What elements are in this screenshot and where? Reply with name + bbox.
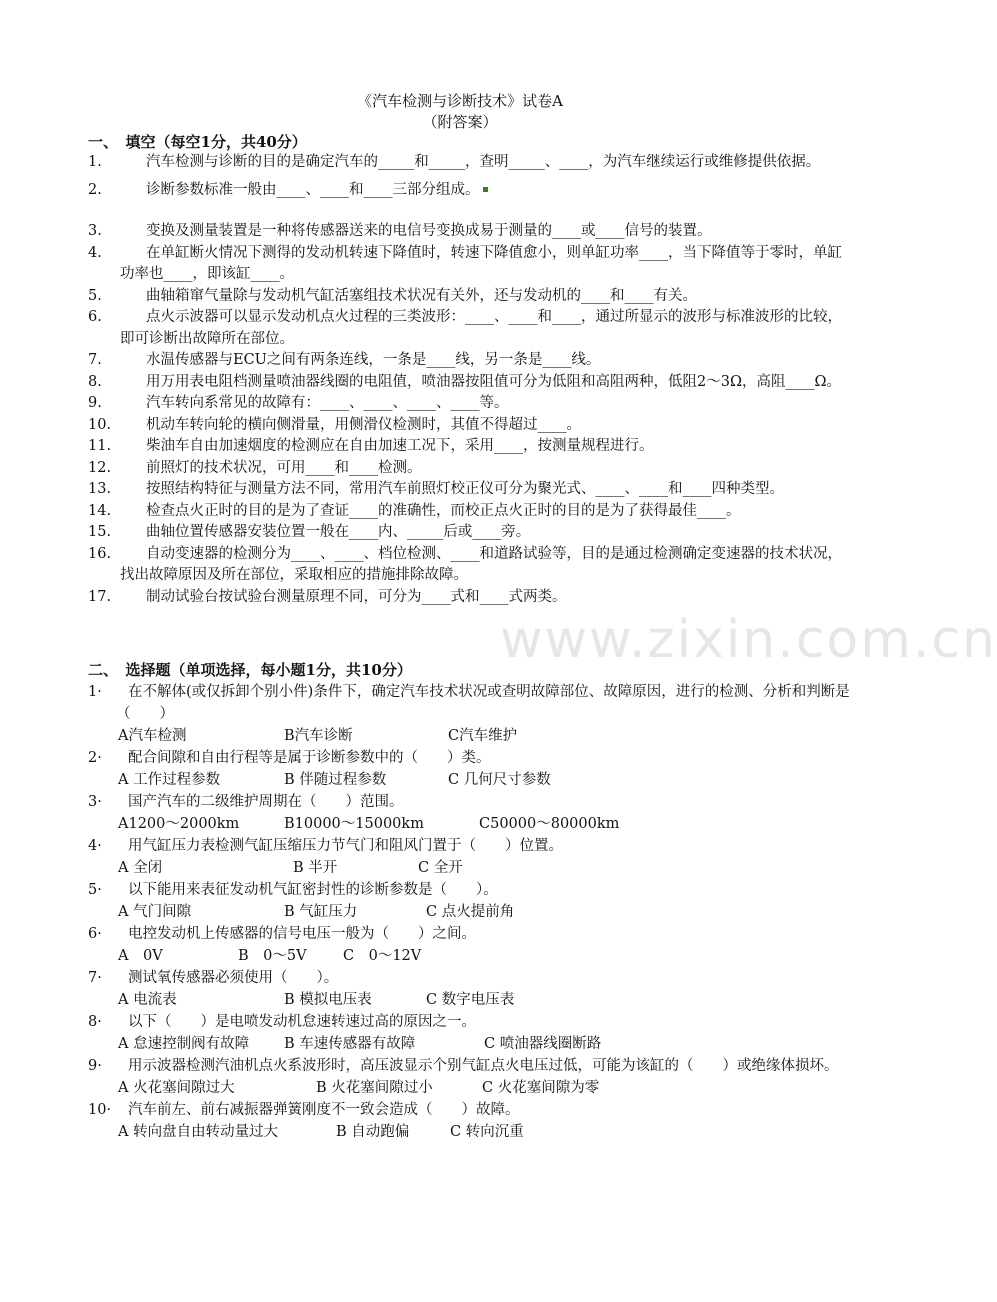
- option-b: B10000～15000km: [284, 816, 424, 832]
- watermark: www.zixin.com.cn: [500, 610, 997, 670]
- question-item: 16. 自动变速器的检测分为____、____、档位检测、____和道路试验等，目的是通过检测确定变速器的技术状况，找出故障原因及所在部位，采取相应的措施排除故障。: [88, 545, 842, 583]
- option-b: B 火花塞间隙过小: [316, 1080, 433, 1096]
- exam-title: 《汽车检测与诊断技术》试卷A: [357, 92, 563, 110]
- option-b: B汽车诊断: [284, 728, 353, 744]
- marker-icon: [483, 187, 488, 192]
- question-item: 11. 柴油车自由加速烟度的检测应在自由加速工况下，采用____，按测量规程进行。: [88, 438, 654, 454]
- option-b: B 半开: [293, 860, 338, 876]
- option-a: A 怠速控制阀有故障: [118, 1036, 250, 1052]
- option-c: C50000～80000km: [479, 816, 620, 832]
- question-item: 8. 用万用表电阻档测量喷油器线圈的电阻值，喷油器按阻值可分为低阻和高阻两种，低阻2～3Ω，高阻____Ω。: [88, 373, 841, 390]
- choice-item: 8· 以下（ ）是电喷发动机怠速转速过高的原因之一。 A 怠速控制阀有故障 B 车速传感器有故障 C 喷油器线圈断路: [88, 1011, 858, 1055]
- option-a: A 气门间隙: [118, 904, 192, 920]
- option-b: B 0～5V: [238, 948, 307, 964]
- choice-item: 1· 在不解体(或仅拆卸个别小件)条件下，确定汽车技术状况或查明故障部位、故障原因，进行的检测、分析和判断是（ ） A汽车检测 B汽车诊断 C汽车维护: [88, 681, 858, 747]
- choice-item: 10· 汽车前左、前右减振器弹簧刚度不一致会造成（ ）故障。 A 转向盘自由转动量过大 B 自动跑偏 C 转向沉重: [88, 1099, 858, 1143]
- question-item: 6. 点火示波器可以显示发动机点火过程的三类波形：____、____和____，通过所显示的波形与标准波形的比较，即可诊断出故障所在部位。: [88, 309, 842, 347]
- option-b: B 车速传感器有故障: [284, 1036, 416, 1052]
- choice-item: 6· 电控发动机上传感器的信号电压一般为（ ）之间。 A 0V B 0～5V C 0～12V: [88, 923, 858, 967]
- choice-item: 7· 测试氧传感器必须使用（ ）。 A 电流表 B 模拟电压表 C 数字电压表: [88, 967, 858, 1011]
- option-b: B 自动跑偏: [336, 1124, 410, 1140]
- question-item: 10. 机动车转向轮的横向侧滑量，用侧滑仪检测时，其值不得超过____。: [88, 416, 581, 433]
- question-item: 13. 按照结构特征与测量方法不同，常用汽车前照灯校正仪可分为聚光式、____、____和____四种类型。: [88, 481, 784, 497]
- option-c: C汽车维护: [448, 728, 518, 744]
- option-c: C 0～12V: [343, 948, 422, 964]
- fill-in-question-list: [88, 152, 848, 608]
- option-b: B 伴随过程参数: [284, 772, 387, 788]
- section1-heading: 一、 填空（每空1分，共40分）: [88, 133, 307, 151]
- option-a: A1200～2000km: [118, 816, 240, 832]
- question-item: 12. 前照灯的技术状况，可用____和____检测。: [88, 459, 422, 476]
- choice-item: 9· 用示波器检测汽油机点火系波形时，高压波显示个别气缸点火电压过低，可能为该缸的（ ）或绝缘体损坏。 A 火花塞间隙过大 B 火花塞间隙过小 C 火花塞间隙为零: [88, 1055, 858, 1099]
- option-a: A汽车检测: [118, 728, 187, 744]
- question-item: 3. 变换及测量装置是一种将传感器送来的电信号变换成易于测量的____或____信号的装置。: [88, 223, 712, 239]
- option-c: C 转向沉重: [450, 1124, 524, 1140]
- question-item: 7. 水温传感器与ECU之间有两条连线，一条是____线，另一条是____线。: [88, 352, 601, 368]
- question-item: 17. 制动试验台按试验台测量原理不同，可分为____式和____式两类。: [88, 588, 567, 605]
- choice-question-list: [88, 681, 858, 1143]
- question-item: 14. 检查点火正时的目的是为了查证____的准确性，而校正点火正时的目的是为了获得最佳____。: [88, 502, 741, 519]
- question-item: 15. 曲轴位置传感器安装位置一般在____内、_____后或____旁。: [88, 524, 531, 540]
- option-c: C 数字电压表: [426, 992, 515, 1008]
- option-c: C 全开: [418, 860, 463, 876]
- option-c: C 几何尺寸参数: [448, 772, 551, 788]
- choice-item: 3· 国产汽车的二级维护周期在（ ）范围。 A1200～2000km B10000～15000km C50000～80000km: [88, 791, 858, 835]
- choice-item: 5· 以下能用来表征发动机气缸密封性的诊断参数是（ ）。 A 气门间隙 B 气缸压力 C 点火提前角: [88, 879, 858, 923]
- exam-subtitle: （附答案）: [422, 113, 498, 131]
- option-c: C 点火提前角: [426, 904, 515, 920]
- option-a: A 转向盘自由转动量过大: [118, 1124, 279, 1140]
- option-a: A 0V: [118, 948, 163, 964]
- question-item: 4. 在单缸断火情况下测得的发动机转速下降值时，转速下降值愈小，则单缸功率____，当下降值等于零时，单缸功率也____，即该缸____。: [88, 244, 842, 282]
- question-item: 9. 汽车转向系常见的故障有：____、____、____、____等。: [88, 395, 509, 411]
- question-item: 5. 曲轴箱窜气量除与发动机气缸活塞组技术状况有关外，还与发动机的____和____有关。: [88, 287, 697, 304]
- option-a: A 电流表: [118, 992, 177, 1008]
- option-c: C 喷油器线圈断路: [484, 1036, 602, 1052]
- section2-heading: 二、 选择题（单项选择，每小题1分，共10分）: [88, 661, 412, 679]
- option-a: A 火花塞间隙过大: [118, 1080, 235, 1096]
- choice-item: 4· 用气缸压力表检测气缸压缩压力节气门和阻风门置于（ ）位置。 A 全闭 B 半开 C 全开: [88, 835, 858, 879]
- option-b: B 模拟电压表: [284, 992, 372, 1008]
- option-a: A 全闭: [118, 860, 163, 876]
- option-c: C 火花塞间隙为零: [482, 1080, 600, 1096]
- question-item: 2. 诊断参数标准一般由____、____和____三部分组成。: [88, 180, 848, 202]
- option-b: B 气缸压力: [284, 904, 358, 920]
- choice-item: 2· 配合间隙和自由行程等是属于诊断参数中的（ ）类。 A 工作过程参数 B 伴随过程参数 C 几何尺寸参数: [88, 747, 858, 791]
- option-a: A 工作过程参数: [118, 772, 221, 788]
- question-item: 1. 汽车检测与诊断的目的是确定汽车的_____和_____，查明_____、____，为汽车继续运行或维修提供依据。: [88, 154, 821, 170]
